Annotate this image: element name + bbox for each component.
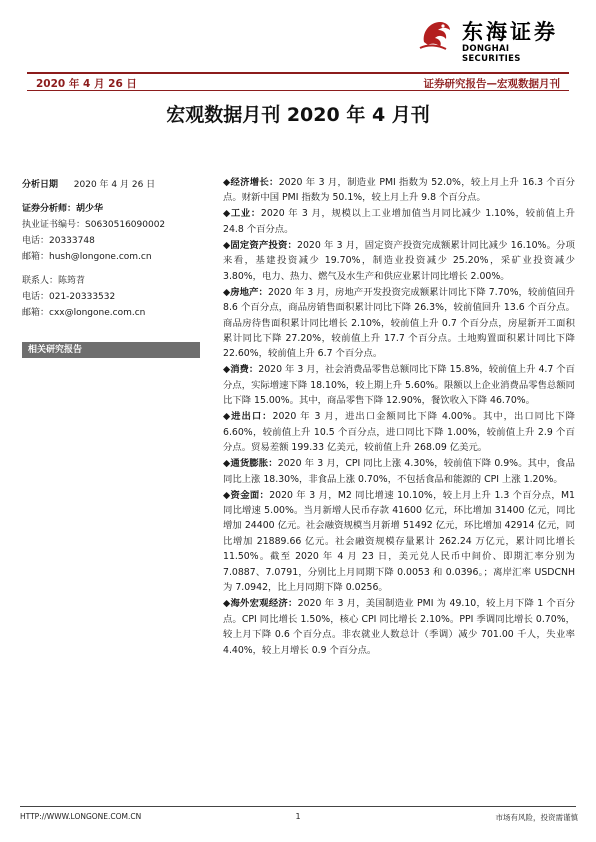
- section-body: 2020 年 3 月，美国制造业 PMI 为 49.10，较上月下降 1 个百分点。CPI 同比增长 1.50%，核心 CPI 同比增长 2.10%。PPI 季调同比增长 0.70%，较上月下降 0.6 个百分点。非农就业人数总计（季调）减少 701.00 千人，失业率 4.40%，较上月增长 0.9 个百分点。: [223, 598, 576, 656]
- section-body: 2020 年 3 月，房地产开发投资完成额累计同比下降 7.70%，较前值回升 8.6 个百分点，商品房销售面积累计同比下降 26.3%，较前值回升 13.6 个百分点。商品房待售面积累计同比增长 2.10%，较前值上升 0.7 个百分点，房屋新开工面积累计同比下降 27.20%，较前值上升 17.7 个百分点。土地购置面积累计同比下降 22.60%，较前值上升 6.7 个百分点。: [223, 286, 575, 360]
- section-head: ◆固定资产投资：: [223, 239, 298, 251]
- footer-url: HTTP://WWW.LONGONE.COM.CN: [20, 812, 142, 821]
- analyst-phone: 电话：20333748: [22, 236, 95, 246]
- report-body: [223, 175, 575, 659]
- report-series: 证券研究报告—宏观数据月刊: [423, 78, 560, 90]
- section-paragraph: [223, 362, 575, 408]
- section-head: ◆房地产：: [223, 286, 268, 298]
- contact-email: 邮箱：cxx@longone.com.cn: [22, 308, 146, 318]
- related-reports-bar: 相关研究报告: [22, 342, 200, 358]
- section-head: ◆资金面：: [223, 489, 270, 501]
- company-logo: [416, 14, 566, 64]
- section-head: ◆工业：: [223, 208, 261, 220]
- section-paragraph: [223, 206, 575, 237]
- section-body: 2020 年 3 月，规模以上工业增加值当月同比减少 1.10%，较前值上升 24.8 个百分点。: [223, 208, 575, 235]
- section-body: 2020 年 3 月，制造业 PMI 指数为 52.0%，较上月上升 16.3 个百分点。财新中国 PMI 指数为 50.1%，较上月上升 9.8 个百分点。: [223, 177, 575, 204]
- footer-rule: [20, 806, 576, 807]
- license-number: 执业证书编号：S0630516090002: [22, 220, 166, 230]
- header-rule-bottom: [27, 90, 569, 91]
- analyst-name: 证券分析师：胡少华: [22, 204, 104, 214]
- section-head: ◆消费：: [223, 364, 259, 376]
- section-body: 2020 年 3 月，M2 同比增速 10.10%，较上月上升 1.3 个百分点，M1 同比增速 5.00%。当月新增人民币存款 41600 亿元，环比增加 31400 亿元，同比增加 24400 亿元。社会融资规模当月新增 51492 亿元，环比增加 42914 亿元，同比增加 21889.66 亿元。社会融资规模存量累计 262.24 万亿元，累计同比增长 11.50%。截至 2020 年 4 月 23 日，美元兑人民币中间价、即期汇率分别为 7.0887、7.0791，分别比上月同期下降 0.0053 和 0.0396。；离岸汇率 USDCNH 为 7.0942，比上月同期下降 0.0256。: [223, 489, 575, 594]
- dragon-logo-icon: [416, 14, 456, 54]
- section-paragraph: [223, 285, 575, 362]
- section-paragraph: [223, 175, 575, 206]
- section-body: 2020 年 3 月，进出口金额同比下降 4.00%。其中，出口同比下降 6.60%，较前值上升 10.5 个百分点，进口同比下降 1.00%，较前值上升 2.9 个百分点。贸易差额 199.33 亿美元，较前值上升 268.09 亿美元。: [223, 411, 575, 454]
- brand-name-en: DONGHAI SECURITIES: [462, 44, 521, 64]
- section-paragraph: [223, 238, 575, 284]
- analysis-date-label: 分析日期: [22, 180, 59, 190]
- analyst-sidebar: [22, 177, 202, 321]
- risk-disclaimer: 市场有风险，投资需谨慎: [495, 813, 578, 822]
- section-paragraph: [223, 488, 575, 596]
- section-body: 2020 年 3 月，社会消费品零售总额同比下降 15.8%，较前值上升 4.7 个百分点，实际增速下降 18.10%，较上期上升 5.60%。限额以上企业消费品零售总额同比下降 15.00%。其中，商品零售下降 12.90%，餐饮收入下降 46.70%。: [223, 364, 576, 407]
- brand-name-cn: 东海证券: [462, 20, 558, 44]
- section-head: ◆进出口：: [223, 411, 273, 423]
- report-date: 2020 年 4 月 26 日: [36, 78, 137, 90]
- section-paragraph: [223, 409, 575, 455]
- analysis-date-value: 2020 年 4 月 26 日: [73, 180, 156, 190]
- analysis-date-row: [22, 177, 202, 193]
- page-number: 1: [295, 812, 301, 821]
- section-paragraph: [223, 596, 575, 658]
- page-title: 宏观数据月刊 2020 年 4 月刊: [166, 104, 430, 126]
- section-head: ◆经济增长：: [223, 177, 279, 188]
- section-head: ◆通货膨胀：: [223, 458, 278, 470]
- header-rule-top: [27, 72, 569, 74]
- section-body: 2020 年 3 月，CPI 同比上涨 4.30%，较前值下降 0.9%。其中，食品同比上涨 18.30%，非食品上涨 0.70%，不包括食品和能源的 CPI 上涨 1.20%。: [223, 458, 575, 485]
- analyst-email: 邮箱：hush@longone.com.cn: [22, 252, 152, 262]
- contact-name: 联系人：陈筠苕: [22, 276, 86, 286]
- section-body: 2020 年 3 月，固定资产投资完成额累计同比减少 16.10%。分项来看，基建投资减少 19.70%，制造业投资减少 25.20%，采矿业投资减少 3.80%，电力、热力、燃气及水生产和供应业累计同比增长 2.00%。: [223, 239, 576, 282]
- section-paragraph: [223, 456, 575, 487]
- contact-phone: 电话：021-20333532: [22, 292, 116, 302]
- section-head: ◆海外宏观经济：: [223, 598, 298, 610]
